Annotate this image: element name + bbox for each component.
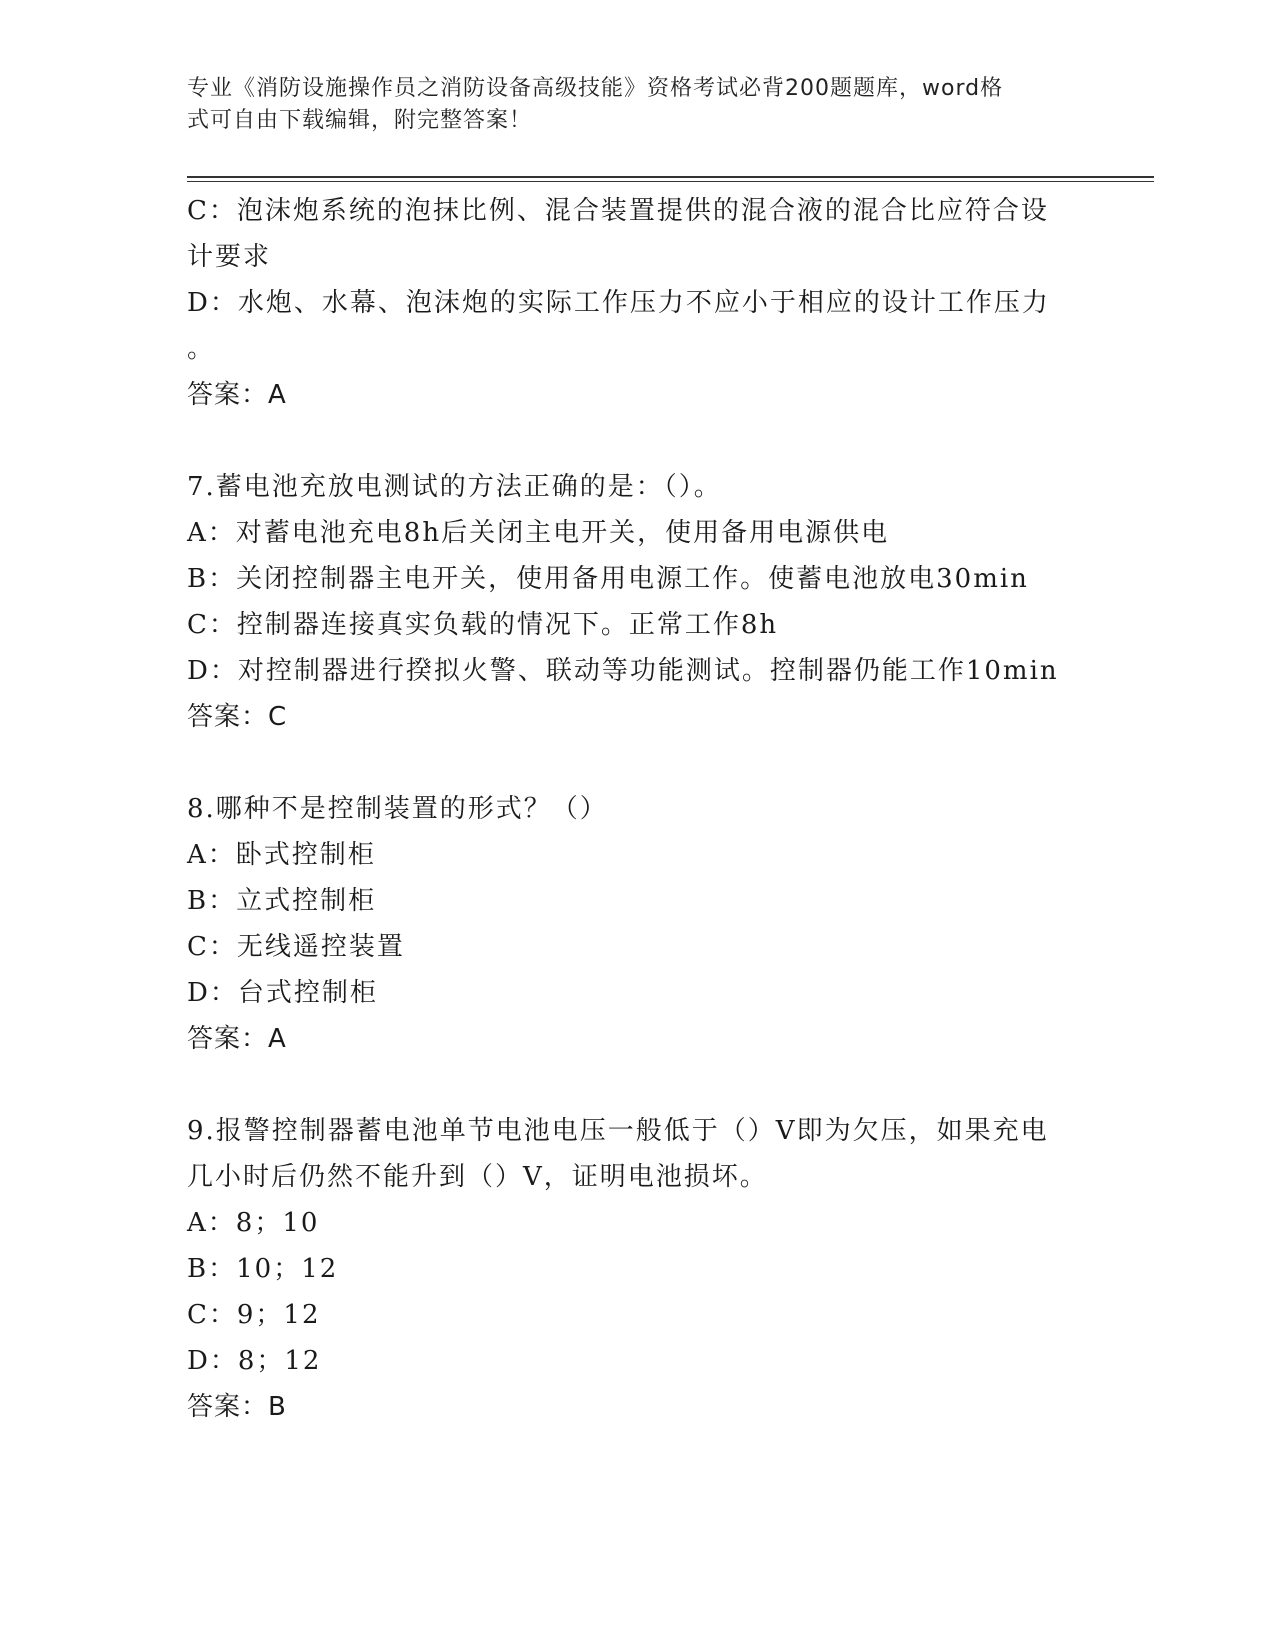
option-c-continued: 计要求: [187, 242, 272, 272]
spacer: [187, 1062, 1087, 1108]
answer: 答案：A: [187, 1024, 287, 1054]
question-text: 9.报警控制器蓄电池单节电池电压一般低于（）V即为欠压，如果充电: [187, 1116, 1049, 1146]
question-8: [187, 786, 1087, 1062]
question-7: [187, 464, 1087, 740]
spacer: [187, 418, 1087, 464]
question-text-continued: 几小时后仍然不能升到（）V，证明电池损坏。: [187, 1162, 768, 1192]
header-line-2: 式可自由下载编辑，附完整答案！: [187, 108, 533, 133]
header-line-1: 专业《消防设施操作员之消防设备高级技能》资格考试必背200题题库，word格: [187, 76, 1004, 101]
question-9: [187, 1108, 1087, 1430]
option-d: D：对控制器进行揆拟火警、联动等功能测试。控制器仍能工作10min: [187, 656, 1059, 686]
option-d: D：8；12: [187, 1346, 322, 1376]
option-c: C：控制器连接真实负载的情况下。正常工作8h: [187, 610, 779, 640]
header-rule-thin: [187, 181, 1154, 182]
option-b: B：10；12: [187, 1254, 339, 1284]
question-6-tail: [187, 188, 1087, 418]
document-header: [187, 73, 1067, 137]
option-a: A：8；10: [187, 1208, 320, 1238]
question-text: 8.哪种不是控制装置的形式？（）: [187, 794, 608, 824]
option-c: C：无线遥控装置: [187, 932, 405, 962]
option-a: A：卧式控制柜: [187, 840, 376, 870]
question-text: 7.蓄电池充放电测试的方法正确的是：（）。: [187, 472, 722, 502]
answer: 答案：A: [187, 380, 287, 410]
question-list: [187, 188, 1087, 1430]
option-b: B：关闭控制器主电开关，使用备用电源工作。使蓄电池放电30min: [187, 564, 1029, 594]
option-a: A：对蓄电池充电8h后关闭主电开关，使用备用电源供电: [187, 518, 890, 548]
option-b: B：立式控制柜: [187, 886, 377, 916]
option-c: C：泡沫炮系统的泡抹比例、混合装置提供的混合液的混合比应符合设: [187, 196, 1049, 226]
option-d: D：水炮、水幕、泡沫炮的实际工作压力不应小于相应的设计工作压力: [187, 288, 1050, 318]
spacer: [187, 740, 1087, 786]
option-d: D：台式控制柜: [187, 978, 378, 1008]
option-c: C：9；12: [187, 1300, 321, 1330]
answer: 答案：C: [187, 702, 288, 732]
header-rule-thick: [187, 176, 1154, 178]
option-d-continued: 。: [187, 334, 216, 364]
answer: 答案：B: [187, 1392, 287, 1422]
